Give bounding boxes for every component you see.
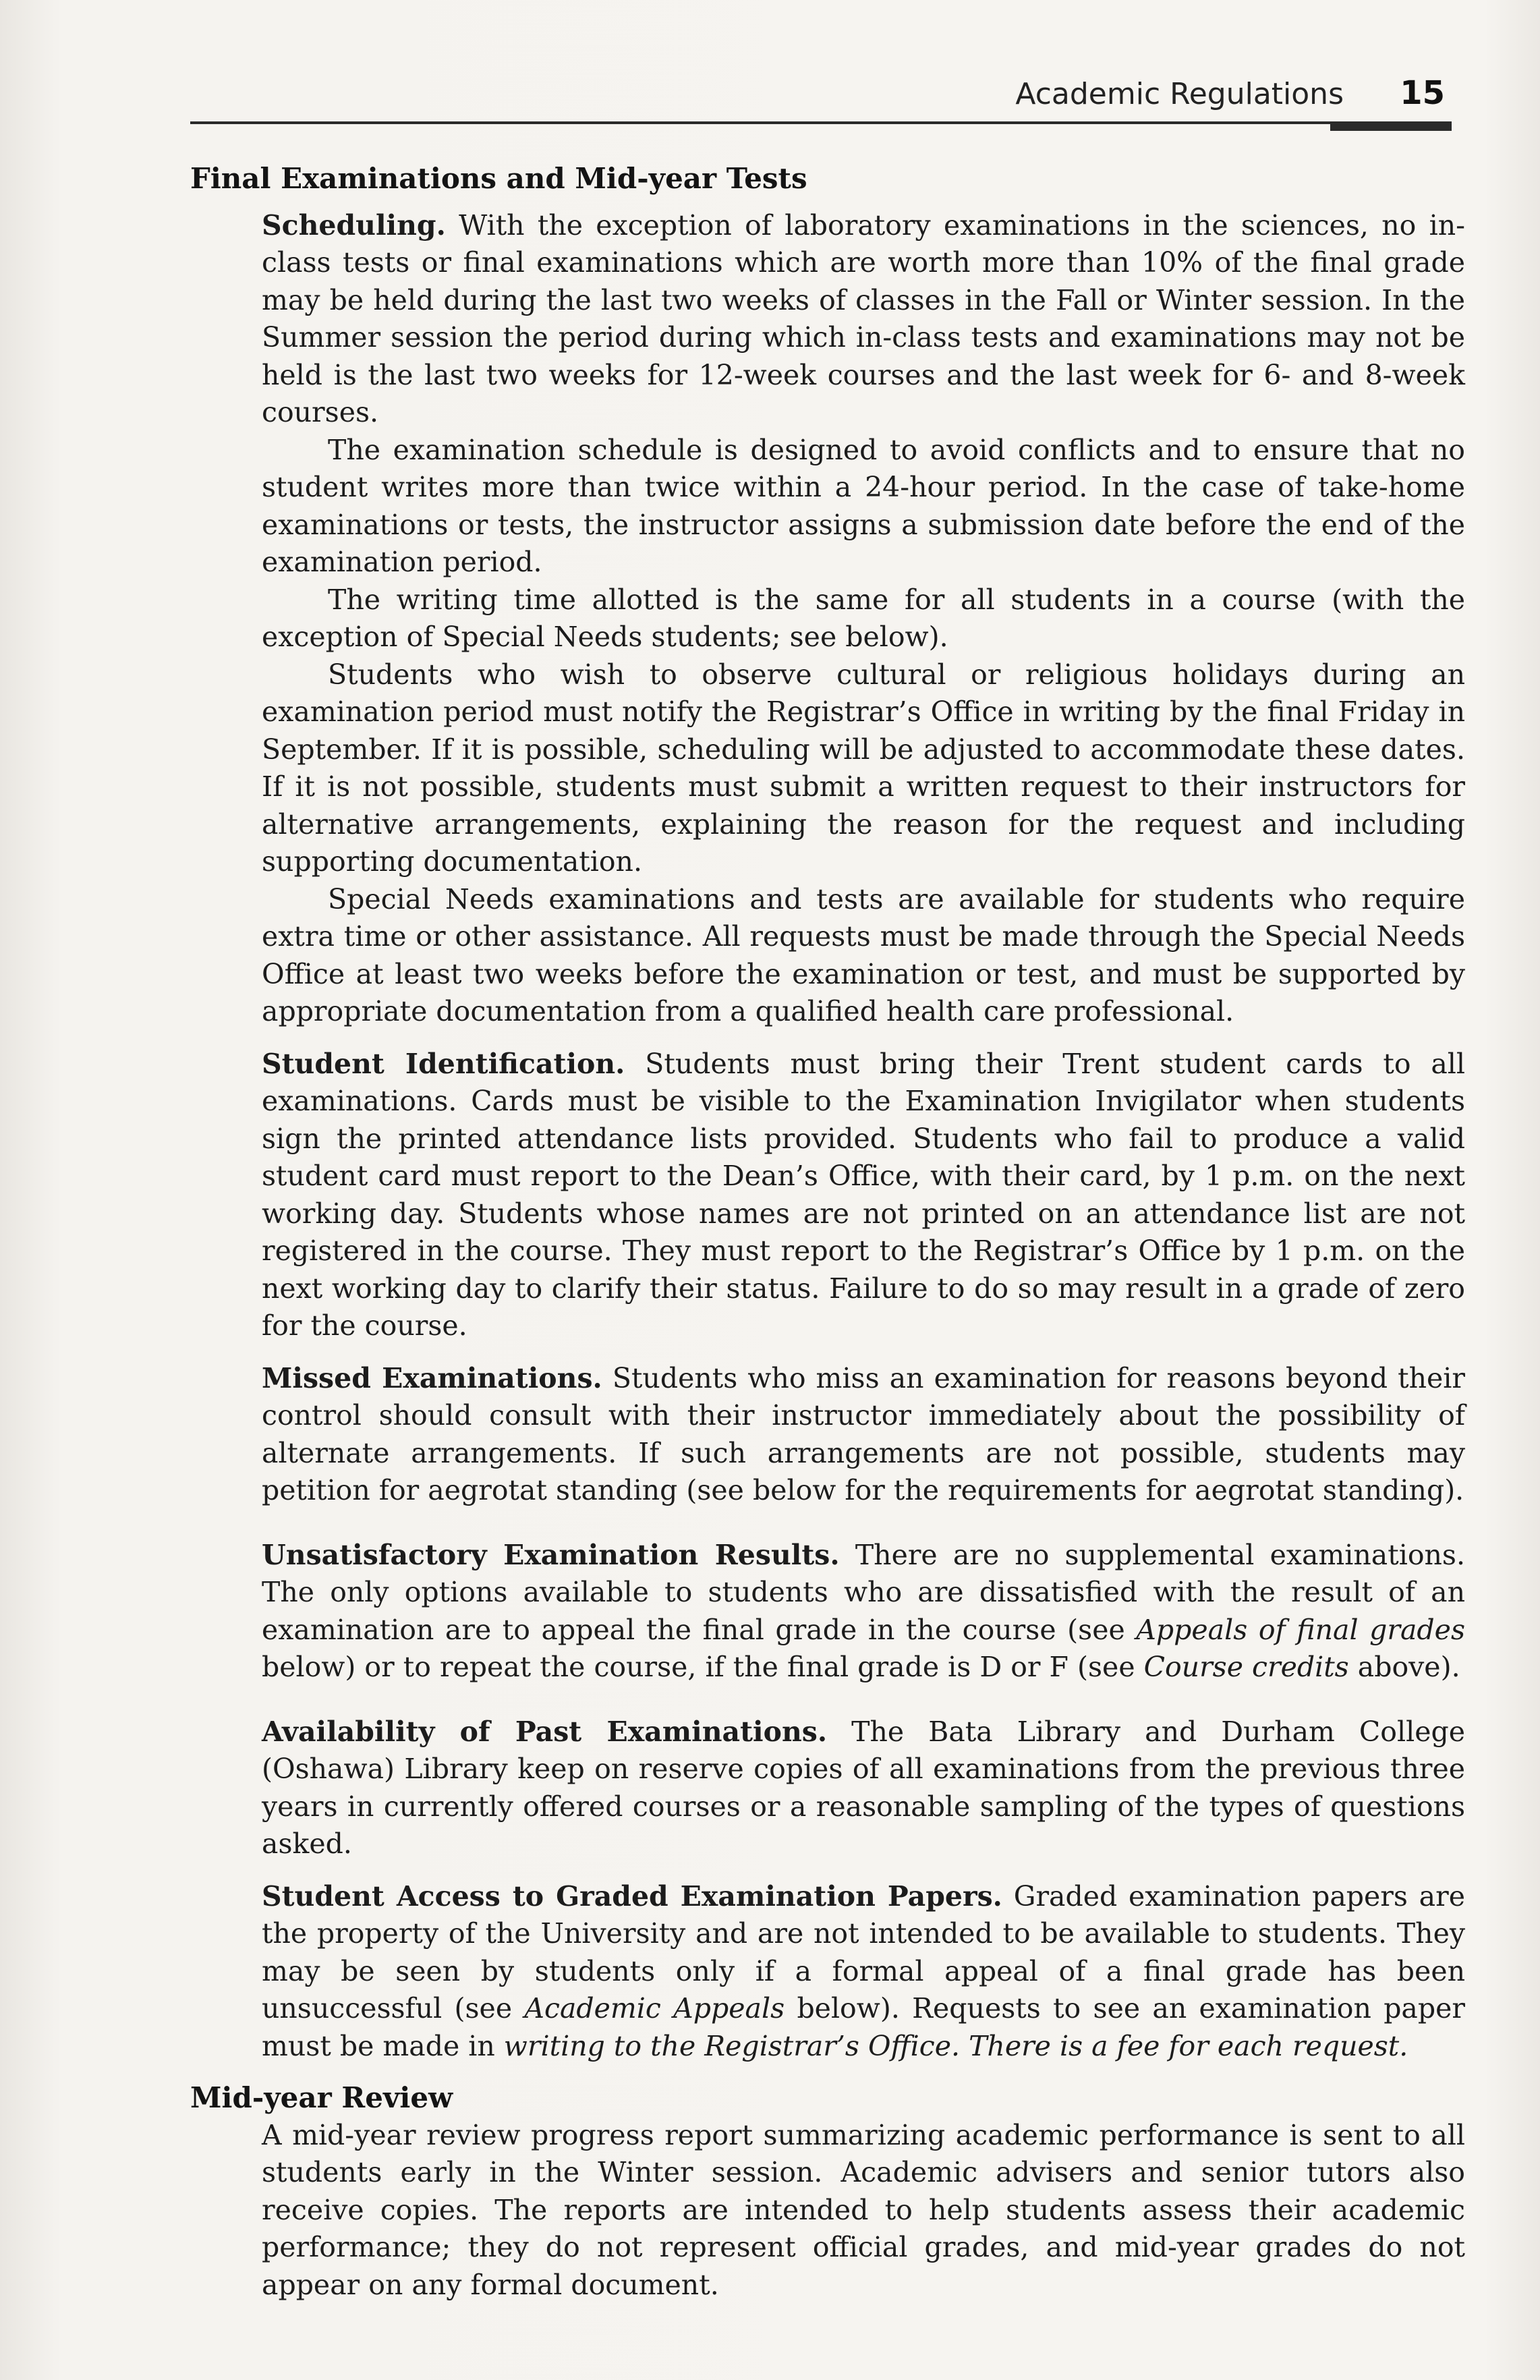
page-content	[190, 161, 1465, 2304]
course-credits-reference: Course credits	[1143, 1651, 1349, 1684]
schedule-conflicts-paragraph: The examination schedule is designed to avoid conflicts and to ensure that no student writes more than twice within a 24-hour period. In the case of take-home examinations or tests, the instructor assigns a submission date before the end of the examination period.	[262, 433, 1465, 579]
final-examinations-body	[262, 207, 1465, 2066]
academic-appeals-reference: Academic Appeals	[524, 1992, 785, 2025]
section-heading-final-examinations: Final Examinations and Mid-year Tests	[190, 162, 807, 195]
unsatisfactory-text-c: above).	[1348, 1651, 1460, 1684]
mid-year-review-body	[262, 2117, 1465, 2304]
access-lead: Student Access to Graded Examination Papers.	[262, 1879, 1002, 1913]
access-text-b: below). Requests to see an examination paper must be made in	[262, 1992, 1465, 2062]
section-heading-mid-year-review: Mid-year Review	[190, 2081, 453, 2115]
header-rule	[190, 121, 1452, 124]
writing-time-paragraph: The writing time allotted is the same for all students in a course (with the exception of Special Needs students; see below).	[262, 583, 1465, 654]
unsatisfactory-text-b: below) or to repeat the course, if the final grade is D or F (see	[262, 1651, 1144, 1684]
holidays-paragraph: Students who wish to observe cultural or religious holidays during an examination period must notify the Registrar’s Office in writing by the final Friday in September. If it is possible, scheduling will be adjusted to accommodate these dates. If it is not possible, students must submit a written request to their instructors for alternative arrangements, explaining the reason for the request and including supporting documentation.	[262, 658, 1465, 878]
past-exams-text: The Bata Library and Durham College (Oshawa) Library keep on reserve copies of all examinations from the previous three years in currently offered courses or a reasonable sampling of the types of questions asked.	[262, 1715, 1465, 1861]
unsatisfactory-text-a: There are no supplemental examinations. The only options available to students who are dissatisfied with the result of an examination are to appeal the final grade in the course (see	[262, 1538, 1465, 1646]
missed-text: Students who miss an examination for reasons beyond their control should consult with their instructor immediately about the possibility of alternate arrangements. If such arrangements are not possible, students may petition for aegrotat standing (see below for the requirements for aegrotat standing).	[262, 1361, 1465, 1507]
access-paragraph	[262, 1878, 1465, 2066]
mid-year-review-paragraph: A mid-year review progress report summarizing academic performance is sent to all students early in the Winter session. Academic advisers and senior tutors also receive copies. The reports are intended to help students assess their academic performance; they do not represent official grades, and mid-year grades do not appear on any formal document.	[262, 2118, 1465, 2301]
appeals-reference: Appeals of final grades	[1136, 1613, 1465, 1646]
scheduling-lead: Scheduling.	[262, 208, 446, 242]
page-header	[190, 74, 1452, 135]
running-title: Academic Regulations	[1015, 77, 1344, 111]
past-exams-lead: Availability of Past Examinations.	[262, 1715, 828, 1748]
missed-paragraph	[262, 1360, 1465, 1510]
special-needs-paragraph: Special Needs examinations and tests are available for students who require extra time or other assistance. All requests must be made through the Special Needs Office at least two weeks before the examination or test, and must be supported by appropriate documentation from a qualified health care professional.	[262, 882, 1465, 1028]
access-italic-note: writing to the Registrar’s Office. There is a fee for each request.	[503, 2029, 1408, 2062]
unsatisfactory-lead: Unsatisfactory Examination Results.	[262, 1538, 840, 1571]
identification-lead: Student Identification.	[262, 1047, 625, 1080]
past-exams-paragraph	[262, 1713, 1465, 1863]
identification-text: Students must bring their Trent student cards to all examinations. Cards must be visible to the Examination Invigilator when students sign the printed attendance lists provided. Students who fail to produce a valid student card must report to the Dean’s Office, with their card, by 1 p.m. on the next working day. Students whose names are not printed on an attendance list are not registered in the course. They must report to the Registrar’s Office by 1 p.m. on the next working day to clarify their status. Failure to do so may result in a grade of zero for the course.	[262, 1047, 1465, 1342]
page-number: 15	[1400, 74, 1445, 112]
access-text-a: Graded examination papers are the property of the University and are not intended to be available to students. They may be seen by students only if a formal appeal of a final grade has been unsuccessful (see	[262, 1879, 1465, 2025]
scheduling-paragraph	[262, 207, 1465, 432]
scheduling-text: With the exception of laboratory examinations in the sciences, no in-class tests or final examinations which are worth more than 10% of the final grade may be held during the last two weeks of classes in the Fall or Winter session. In the Summer session the period during which in-class tests and examinations may not be held is the last two weeks for 12-week courses and the last week for 6- and 8-week courses.	[262, 208, 1465, 429]
unsatisfactory-paragraph	[262, 1537, 1465, 1687]
header-tab	[1330, 121, 1452, 131]
missed-lead: Missed Examinations.	[262, 1361, 602, 1394]
identification-paragraph	[262, 1046, 1465, 1345]
